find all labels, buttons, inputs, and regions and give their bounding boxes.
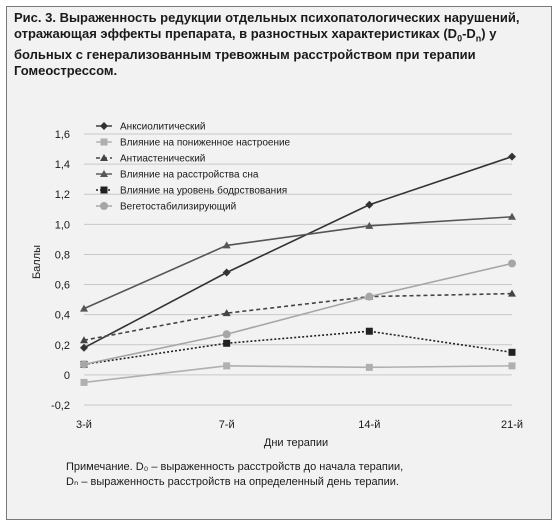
y-tick-label: 1,4 (54, 159, 70, 172)
y-tick-label: 0,6 (54, 279, 70, 292)
title-sub-0: 0 (457, 33, 463, 44)
title-text-c: ) у больных с генерализованным тревожным расстройством при терапии Гомеострессом. (14, 26, 497, 78)
legend-label: Влияние на уровень бодрствования (120, 185, 288, 197)
legend-label: Вегетостабилизирующий (120, 201, 237, 213)
y-tick-label: 1,6 (54, 129, 70, 141)
legend-label: Антиастенический (120, 153, 206, 165)
note-line-2: Dₙ – выраженность расстройств на определенный день терапии. (66, 476, 399, 488)
legend-label: Анксиолитический (120, 121, 206, 133)
legend-label: Влияние на пониженное настроение (120, 137, 291, 149)
series-3 (80, 290, 516, 344)
legend (96, 122, 291, 213)
point-marker (101, 139, 108, 146)
point-marker (509, 362, 516, 369)
legend-item (96, 201, 236, 213)
x-tick-label: 3-й (76, 419, 92, 431)
note-line-1: Примечание. D₀ – выраженность расстройств до начала терапии, (66, 461, 404, 473)
series-6 (80, 259, 516, 368)
series-2 (81, 362, 516, 386)
point-marker (100, 122, 108, 130)
y-tick-label: 0,2 (54, 339, 70, 352)
point-marker (80, 360, 88, 368)
point-marker (509, 349, 516, 356)
point-marker (223, 362, 230, 369)
figure-note (66, 460, 546, 490)
point-marker (365, 293, 373, 301)
point-marker (100, 202, 108, 210)
legend-item (96, 138, 291, 149)
series-5 (81, 328, 516, 368)
y-tick-label: 1,0 (54, 219, 70, 232)
y-tick-label: 0 (63, 369, 70, 382)
series-4 (80, 213, 516, 312)
x-axis-label: Дни терапии (263, 437, 329, 449)
y-tick-label: 0,4 (54, 309, 70, 322)
point-marker (223, 269, 231, 277)
y-tick-label: -0,2 (51, 400, 70, 412)
series-1 (80, 153, 516, 352)
y-tick-label: 0,8 (54, 249, 70, 262)
series-line (84, 294, 512, 341)
point-marker (101, 187, 108, 194)
legend-item (96, 170, 259, 181)
point-marker (508, 259, 516, 267)
legend-item (96, 122, 206, 133)
title-text-a: Рис. 3. Выраженность редукции отдельных психопатологических нарушений, отражающая эффекты препарата, в разностных характеристиках (D (14, 10, 520, 41)
point-marker (366, 364, 373, 371)
legend-label: Влияние на расстройства сна (120, 169, 259, 181)
y-tick-labels (51, 129, 70, 412)
x-tick-label: 21-й (500, 419, 524, 431)
series-line (84, 331, 512, 364)
title-sub-n: n (475, 33, 482, 44)
point-marker (223, 330, 231, 338)
point-marker (81, 379, 88, 386)
y-tick-label: 1,2 (54, 189, 70, 202)
point-marker (365, 201, 373, 209)
x-tick-labels (76, 419, 523, 431)
point-marker (223, 340, 230, 347)
series-line (84, 366, 512, 383)
x-tick-label: 7-й (218, 419, 235, 431)
title-text-b: -D (462, 26, 476, 41)
legend-item (96, 185, 287, 197)
x-tick-label: 14-й (358, 419, 381, 431)
y-axis-label: Баллы (31, 244, 43, 280)
legend-item (96, 154, 205, 165)
point-marker (366, 328, 373, 335)
point-marker (508, 153, 516, 161)
